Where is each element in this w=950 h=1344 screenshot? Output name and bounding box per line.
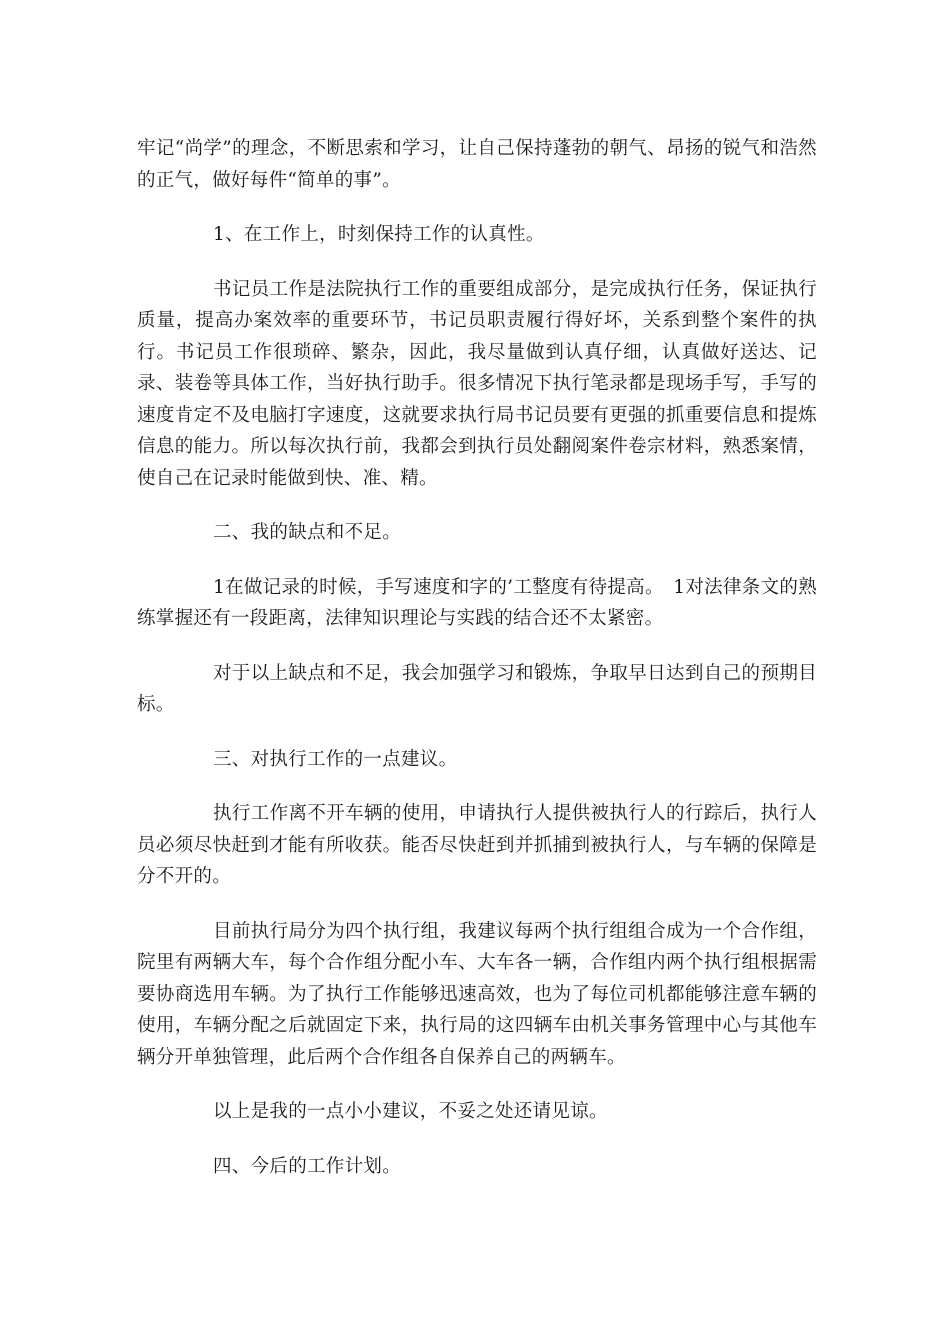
paragraph-improvement: 对于以上缺点和不足，我会加强学习和锻炼，争取早日达到自己的预期目标。 bbox=[137, 662, 817, 715]
paragraph-clerk-duties: 书记员工作是法院执行工作的重要组成部分，是完成执行任务，保证执行质量，提高办案效率的重要环节，书记员职责履行得好坏，关系到整个案件的执行。书记员工作很琐碎、繁杂，因此，我尽量做到认真仔细，认真做好送达、记录、装卷等具体工作，当好执行助手。很多情况下执行笔录都是现场手写，手写的速度肯定不及电脑打字速度，这就要求执行局书记员要有更强的抓重要信息和提炼信息的能力。所以每次执行前，我都会到执行员处翻阅案件卷宗材料，熟悉案情，使自己在记录时能做到快、准、精。 bbox=[137, 278, 817, 489]
document-body bbox=[137, 133, 817, 1205]
section-heading-future-plan: 四、今后的工作计划。 bbox=[213, 1155, 402, 1177]
paragraph-shortcomings: 1在做记录的时候，手写速度和字的’工整度有待提高。 1对法律条文的熟练掌握还有一段距离，法律知识理论与实践的结合还不太紧密。 bbox=[137, 576, 817, 629]
section-heading-work-attitude: 1、在工作上，时刻保持工作的认真性。 bbox=[213, 224, 545, 245]
section-heading-shortcomings: 二、我的缺点和不足。 bbox=[213, 522, 402, 543]
paragraph-vehicle-need: 执行工作离不开车辆的使用，申请执行人提供被执行人的行踪后，执行人员必须尽快赶到才能有所收获。能否尽快赶到并抓捕到被执行人，与车辆的保障是分不开的。 bbox=[137, 803, 817, 887]
paragraph-continued: 牢记“尚学”的理念，不断思索和学习，让自己保持蓬勃的朝气、昂扬的锐气和浩然的正气，做好每件“简单的事”。 bbox=[137, 138, 817, 191]
paragraph-suggestion-closing: 以上是我的一点小小建议，不妥之处还请见谅。 bbox=[213, 1101, 608, 1122]
paragraph-vehicle-plan: 目前执行局分为四个执行组，我建议每两个执行组组合成为一个合作组，院里有两辆大车，每个合作组分配小车、大车各一辆，合作组内两个执行组根据需要协商选用车辆。为了执行工作能够迅速高效，也为了每位司机都能够注意车辆的使用，车辆分配之后就固定下来，执行局的这四辆车由机关事务管理中心与其他车辆分开单独管理，此后两个合作组各自保养自己的两辆车。 bbox=[137, 920, 817, 1068]
section-heading-suggestions: 三、对执行工作的一点建议。 bbox=[213, 748, 458, 770]
